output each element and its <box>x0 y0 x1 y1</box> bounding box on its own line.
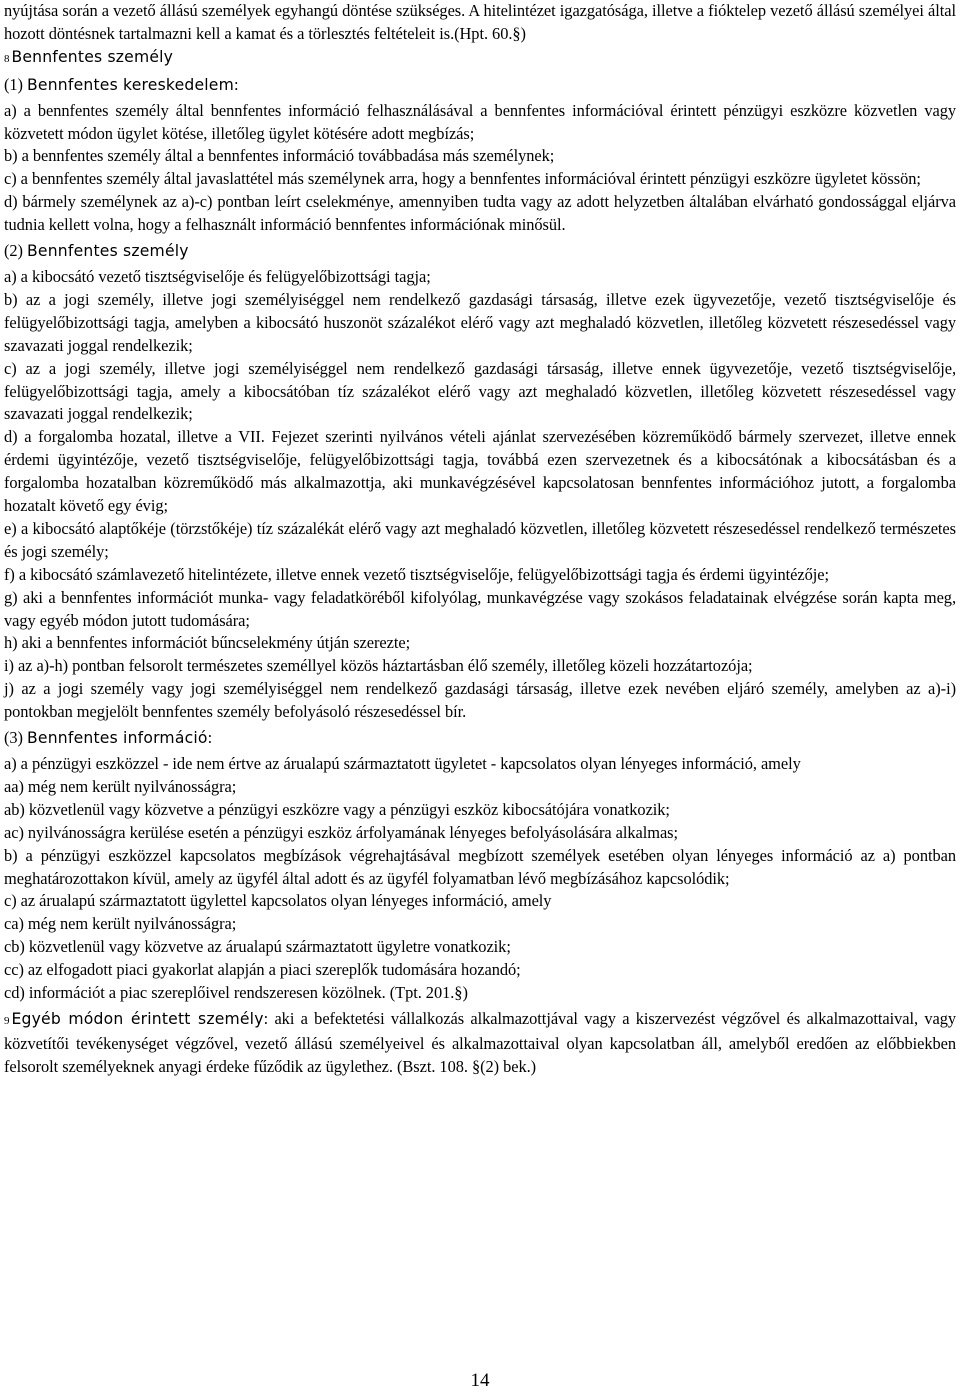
list-item: cc) az elfogadott piaci gyakorlat alapján a piaci szereplők tudomására hozandó; <box>4 960 521 980</box>
list-item: b) a pénzügyi eszközzel kapcsolatos megbízások végrehajtásával megbízott személyek esetében olyan lényeges információ az a) pontban meghatározottakon kívül, amely az ügyfél által adott és az ügyfél folyamatban lévő megbízásához kapcsolódik; <box>4 845 956 888</box>
list-item: j) az a jogi személy vagy jogi személyiséggel nem rendelkező gazdasági társaság, illetve ezek nevében eljáró személy, amelyben az a)-i) pontokban megjelölt bennfentes személy befolyásoló részesedéssel bír. <box>4 679 956 722</box>
list-item: f) a kibocsátó számlavezető hitelintézete, illetve ennek vezető tisztségviselője, felügyelőbizottsági tagja és érdemi ügyintézője; <box>4 564 830 584</box>
list-item: ab) közvetlenül vagy közvetve a pénzügyi eszközre vagy a pénzügyi eszköz kibocsátójára vonatkozik; <box>4 799 670 819</box>
list-item: b) a bennfentes személy által a bennfentes információ továbbadása más személynek; <box>4 146 555 166</box>
list-item: ca) még nem került nyilvánosságra; <box>4 914 237 934</box>
list-item: a) a pénzügyi eszközzel - ide nem értve az árualapú származtatott ügyletet - kapcsolatos olyan lényeges információ, amely <box>4 754 801 773</box>
list-item: b) az a jogi személy, illetve jogi személyiséggel nem rendelkező gazdasági társaság, illetve ezek ügyvezetője, vezető tisztségviselője és felügyelőbizottsági tagja, amelyben a kibocsátó huszonöt százalékot elérő vagy azt meghaladó közvetlen, illetőleg közvetett részesedéssel vagy szavazati joggal rendelkezik; <box>4 289 956 355</box>
list-item: a) a kibocsátó vezető tisztségviselője és felügyelőbizottsági tagja; <box>4 266 431 286</box>
footnote-mark: 8 <box>4 52 10 65</box>
section-title: Bennfentes személy <box>11 47 174 66</box>
subsection-colon: : <box>207 728 213 748</box>
subsection-title: Bennfentes információ <box>27 729 208 748</box>
subsection-number: (1) <box>4 74 23 94</box>
subsection-number: (3) <box>4 728 23 748</box>
list-item: d) a forgalomba hozatal, illetve a VII. Fejezet szerinti nyilvános vételi ajánlat szervezésében közreműködő bármely szervezet, illetve ennek érdemi ügyintézője, vezető tisztségviselője, felügyelőbizottsági tagja, továbbá ezen szervezetnek és a kibocsátónak a kibocsátásban és a forgalomba hozatalban közreműködő más alkalmazottja, aki munkavégzésével kapcsolatosan bennfentes információhoz jutott, a forgalomba hozatalt követő egy évig; <box>4 427 956 516</box>
list-item: e) a kibocsátó alaptőkéje (törzstőkéje) tíz százalékát elérő vagy azt meghaladó közvetlen, illetőleg közvetett részesedéssel rendelkező természetes és jogi személy; <box>4 518 956 561</box>
subsection-colon: : <box>233 74 239 94</box>
subsection-heading <box>4 240 956 263</box>
subsection-title: Bennfentes kereskedelem <box>27 75 234 94</box>
subsection-heading <box>4 727 956 750</box>
list-item: a) a bennfentes személy által bennfentes információ felhasználásával a bennfentes információval érintett pénzügyi eszközre közvetlen vagy közvetett módon ügylet kötése, illetőleg ügylet kötésére adott megbízás; <box>4 100 956 143</box>
page-number: 14 <box>470 1370 490 1391</box>
list-item: ac) nyilvánosságra kerülése esetén a pénzügyi eszköz árfolyamának lényeges befolyásolására alkalmas; <box>4 822 679 842</box>
list-item: g) aki a bennfentes információt munka- vagy feladatköréből kifolyólag, munkavégzése vagy szokásos feladatainak elvégzése során kapta meg, vagy egyéb módon jutott tudomására; <box>4 587 956 630</box>
list-item: cb) közvetlenül vagy közvetve az árualapú származtatott ügyletre vonatkozik; <box>4 937 511 957</box>
list-item: c) az a jogi személy, illetve jogi személyiséggel nem rendelkező gazdasági társaság, illetve ennek ügyvezetője, vezető tisztségviselője, felügyelőbizottsági tagja, amely a kibocsátóban tíz százalékot elérő vagy azt meghaladó közvetlen, illetőleg közvetett részesedéssel vagy szavazati joggal rendelkezik; <box>4 358 956 424</box>
list-item: aa) még nem került nyilvánosságra; <box>4 776 237 796</box>
list-item: i) az a)-h) pontban felsorolt természetes személlyel közös háztartásban élő személy, illetőleg közeli hozzátartozója; <box>4 656 753 676</box>
list-item: d) bármely személynek az a)-c) pontban leírt cselekménye, amennyiben tudta vagy az adott helyzetben általában elvárható gondossággal eljárva tudnia kellett volna, hogy a felhasznált információ bennfentes információnak minősül. <box>4 192 956 235</box>
section-heading <box>4 46 956 71</box>
list-item: c) a bennfentes személy által javaslattétel más személynek arra, hogy a bennfentes információval érintett pénzügyi eszközre ügyletet kössön; <box>4 169 921 189</box>
list-item: c) az árualapú származtatott ügylettel kapcsolatos olyan lényeges információ, amely <box>4 891 552 911</box>
list-item: cd) információt a piac szereplőivel rendszeresen közölnek. (Tpt. 201.§) <box>4 983 468 1003</box>
intro-paragraph: nyújtása során a vezető állású személyek egyhangú döntése szükséges. A hitelintézet igazgatósága, illetve a fióktelep vezető állású személyei által hozott döntésnek tartalmazni kell a kamat és a törlesztés feltételeit is.(Hpt. 60.§) <box>4 1 956 43</box>
section-title: Egyéb módon érintett személy <box>11 1009 264 1028</box>
subsection-title: Bennfentes személy <box>27 242 189 261</box>
subsection-number: (2) <box>4 241 23 261</box>
section-text: : aki a befektetési vállalkozás alkalmazottjával vagy a kiszervezést végzővel és alkalmazottaival, vagy közvetítői tevékenységet végzővel, vezető állású személyeivel és alkalmazottaival olyan kapcsolatban áll, amelyből eredően az előbbiekben felsorolt személyeknek anyagi érdeke fűződik az ügylethez. (Bszt. 108. §(2) bek.) <box>4 1008 956 1076</box>
footnote-mark: 9 <box>4 1014 10 1027</box>
document-body <box>4 0 956 1079</box>
section-heading <box>4 1008 956 1079</box>
subsection-heading <box>4 74 956 97</box>
list-item: h) aki a bennfentes információt bűncselekmény útján szerezte; <box>4 633 411 653</box>
